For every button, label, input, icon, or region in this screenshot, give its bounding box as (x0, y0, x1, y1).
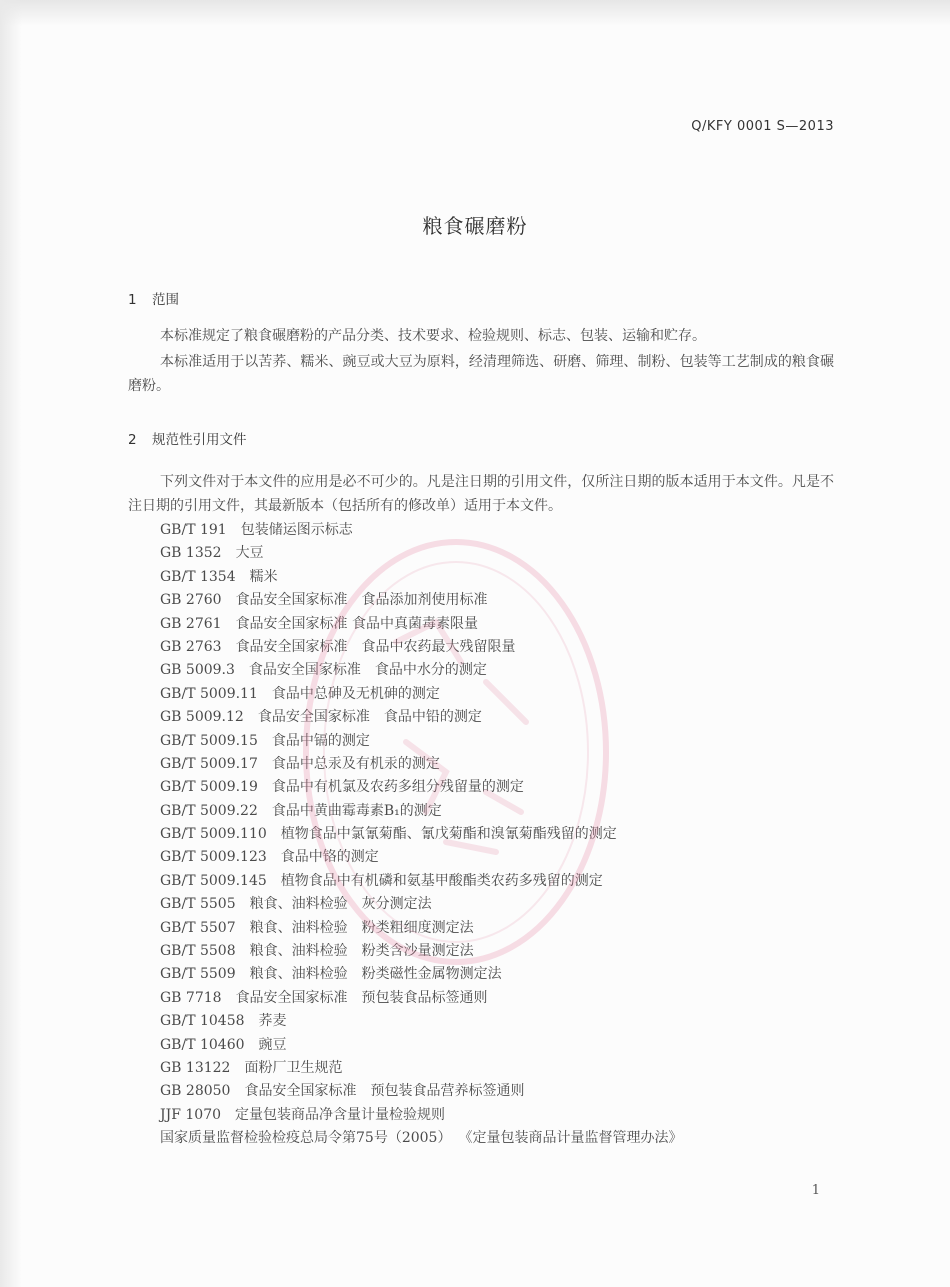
reference-code: GB 1352 (160, 545, 222, 562)
section-1-paragraph-2: 本标准适用于以苦荞、糯米、豌豆或大豆为原料，经清理筛选、研磨、筛理、制粉、包装等工艺制成的粮食碾磨粉。 (128, 354, 834, 394)
reference-item (160, 1057, 682, 1080)
reference-code: GB/T 5009.110 (160, 826, 267, 843)
reference-title: 糯米 (249, 568, 278, 585)
reference-title: 植物食品中有机磷和氨基甲酸酯类农药多残留的测定 (280, 872, 603, 889)
reference-item (160, 542, 682, 565)
reference-code: GB/T 5009.11 (160, 685, 258, 702)
reference-code: GB/T 5009.22 (160, 802, 258, 819)
reference-title: 食品安全国家标准 预包装食品标签通则 (235, 989, 488, 1006)
reference-code: GB 2760 (160, 592, 222, 609)
reference-title: 粮食、油料检验 粉类含沙量测定法 (249, 943, 474, 960)
reference-item (160, 870, 682, 893)
reference-code: GB/T 5509 (160, 966, 236, 983)
reference-title: 包装储运图示标志 (240, 522, 353, 538)
reference-item (160, 613, 682, 636)
reference-title: 食品安全国家标准 食品中真菌毒素限量 (235, 615, 479, 632)
reference-title: 面粉厂卫生规范 (244, 1059, 343, 1076)
reference-code: GB 5009.12 (160, 709, 244, 726)
reference-code: GB/T 1354 (160, 568, 236, 585)
reference-item (160, 800, 682, 823)
reference-code: GB/T 5009.19 (160, 779, 258, 796)
reference-item (160, 566, 682, 589)
reference-code: 国家质量监督检验检疫总局令第75号（2005） (160, 1130, 452, 1147)
reference-title: 食品中镉的测定 (271, 732, 370, 749)
section-title: 规范性引用文件 (152, 432, 247, 448)
section-1-heading (128, 288, 179, 308)
reference-code: GB/T 10458 (160, 1013, 245, 1030)
reference-item (160, 683, 682, 706)
reference-code: GB 5009.3 (160, 662, 235, 679)
section-2-heading (128, 428, 247, 448)
reference-item (160, 659, 682, 682)
reference-title: 食品安全国家标准 食品添加剂使用标准 (235, 592, 488, 609)
reference-code: GB 13122 (160, 1059, 231, 1076)
reference-title: 食品中总汞及有机汞的测定 (271, 755, 440, 772)
section-2-paragraph-1: 下列文件对于本文件的应用是必不可少的。凡是注日期的引用文件，仅所注日期的版本适用于本文件。凡是不注日期的引用文件，其最新版本（包括所有的修改单）适用于本文件。 (128, 474, 834, 514)
reference-title: 粮食、油料检验 粉类磁性金属物测定法 (249, 966, 502, 983)
section-title: 范围 (152, 292, 179, 308)
reference-item (160, 776, 682, 799)
reference-code: GB/T 5505 (160, 896, 236, 913)
reference-item (160, 1104, 682, 1127)
reference-item (160, 753, 682, 776)
reference-item (160, 963, 682, 986)
reference-code: GB/T 5009.145 (160, 872, 267, 889)
reference-code: GB/T 5009.17 (160, 755, 258, 772)
reference-code: GB/T 191 (160, 522, 227, 538)
reference-code: GB 28050 (160, 1083, 231, 1100)
reference-item (160, 706, 682, 729)
reference-title: 定量包装商品净含量计量检验规则 (235, 1106, 446, 1123)
section-number: 1 (128, 292, 137, 308)
reference-code: GB/T 5507 (160, 919, 236, 936)
reference-item (160, 823, 682, 846)
reference-item (160, 589, 682, 612)
reference-title: 食品安全国家标准 食品中铅的测定 (257, 709, 482, 726)
reference-item (160, 1034, 682, 1057)
reference-title: 食品中有机氯及农药多组分残留量的测定 (271, 779, 524, 796)
reference-item (160, 1127, 682, 1150)
document-code: Q/KFY 0001 S—2013 (691, 119, 834, 134)
reference-title: 豌豆 (258, 1036, 287, 1053)
reference-title: 粮食、油料检验 粉类粗细度测定法 (249, 919, 474, 936)
reference-title: 荞麦 (258, 1013, 287, 1030)
reference-code: GB/T 10460 (160, 1036, 245, 1053)
reference-title: 大豆 (235, 545, 264, 562)
reference-title: 植物食品中氯氰菊酯、氰戊菊酯和溴氰菊酯残留的测定 (280, 826, 617, 843)
reference-item (160, 519, 682, 542)
section-1-paragraph-1: 本标准规定了粮食碾磨粉的产品分类、技术要求、检验规则、标志、包装、运输和贮存。 (160, 328, 706, 344)
reference-item (160, 917, 682, 940)
reference-title: 《定量包装商品计量监督管理办法》 (465, 1130, 683, 1147)
reference-code: GB/T 5009.15 (160, 732, 258, 749)
reference-title: 粮食、油料检验 灰分测定法 (249, 896, 432, 913)
reference-item (160, 940, 682, 963)
reference-code: GB 2763 (160, 638, 222, 655)
reference-item (160, 1080, 682, 1103)
reference-title: 食品安全国家标准 预包装食品营养标签通则 (244, 1083, 525, 1100)
page-number: 1 (811, 1183, 820, 1198)
reference-title: 食品安全国家标准 食品中农药最大残留限量 (235, 638, 516, 655)
reference-title: 食品中黄曲霉毒素B₁的测定 (271, 802, 442, 819)
reference-code: GB 2761 (160, 615, 222, 632)
reference-title: 食品安全国家标准 食品中水分的测定 (248, 662, 487, 679)
reference-item (160, 636, 682, 659)
reference-code: GB 7718 (160, 989, 222, 1006)
reference-item (160, 987, 682, 1010)
reference-title: 食品中总砷及无机砷的测定 (271, 685, 440, 702)
document-title: 粮食碾磨粉 (422, 214, 528, 238)
reference-item (160, 730, 682, 753)
reference-code: GB/T 5508 (160, 943, 236, 960)
section-number: 2 (128, 432, 137, 448)
reference-item (160, 1010, 682, 1033)
reference-title: 食品中铬的测定 (280, 849, 379, 866)
reference-code: JJF 1070 (160, 1106, 222, 1123)
reference-item (160, 846, 682, 869)
reference-list (160, 519, 682, 1151)
reference-code: GB/T 5009.123 (160, 849, 267, 866)
reference-item (160, 893, 682, 916)
